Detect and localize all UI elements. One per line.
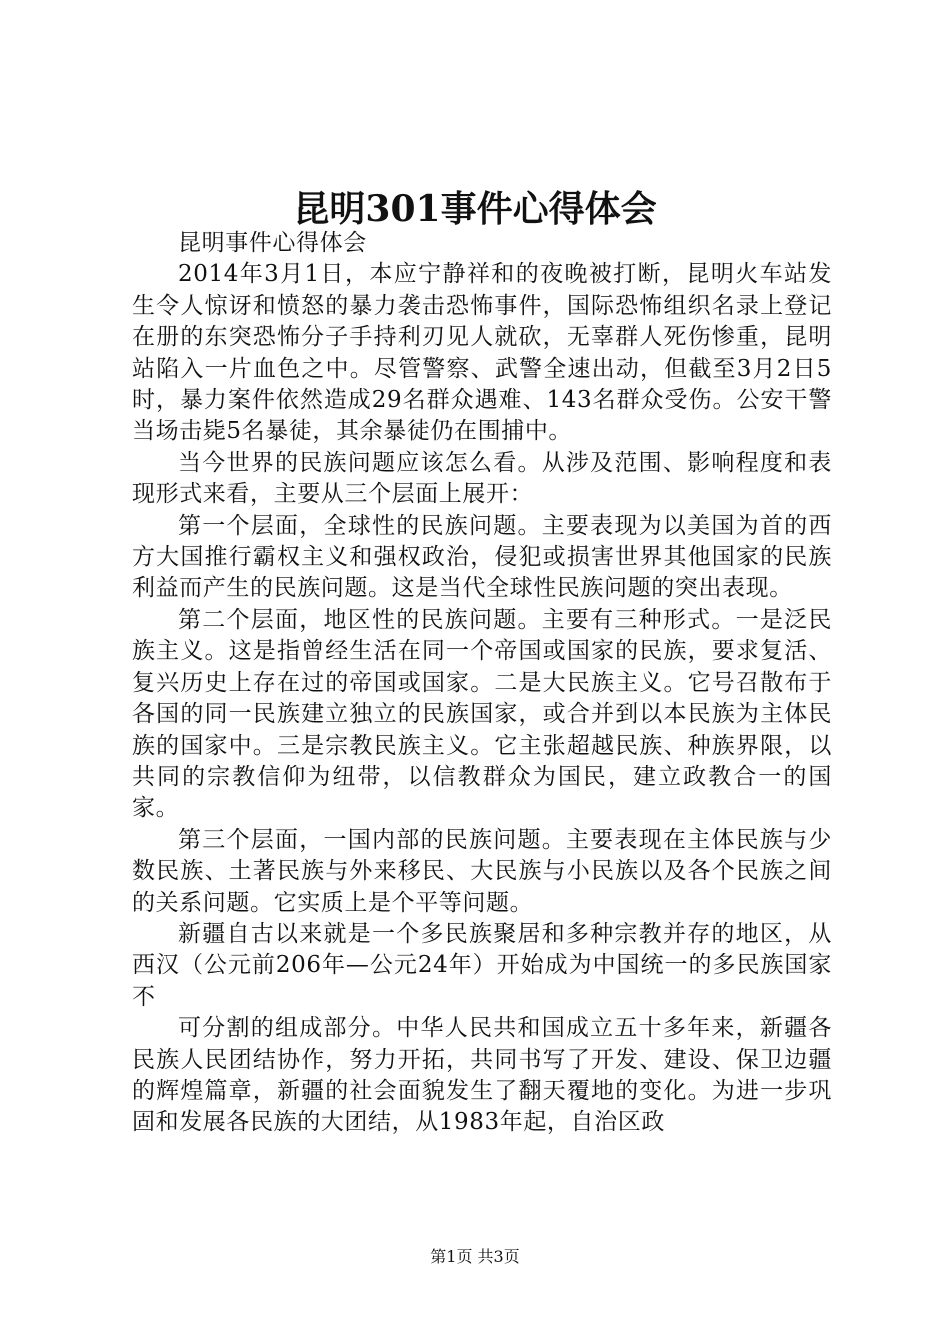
- paragraph-ethnic-question: 当今世界的民族问题应该怎么看。从涉及范围、影响程度和表现形式来看，主要从三个层面上展开：: [132, 449, 832, 508]
- paragraph-level-three: 第三个层面，一国内部的民族问题。主要表现在主体民族与少数民族、土著民族与外来移民、大民族与小民族以及各个民族之间的关系问题。它实质上是个平等问题。: [132, 826, 832, 916]
- paragraph-xinjiang-history: 新疆自古以来就是一个多民族聚居和多种宗教并存的地区，从西汉（公元前206年—公元24年）开始成为中国统一的多民族国家不: [132, 920, 832, 1010]
- paragraph-level-one: 第一个层面，全球性的民族问题。主要表现为以美国为首的西方大国推行霸权主义和强权政治，侵犯或损害世界其他国家的民族利益而产生的民族问题。这是当代全球性民族问题的突出表现。: [132, 512, 832, 602]
- paragraph-event-summary: 2014年3月1日，本应宁静祥和的夜晚被打断，昆明火车站发生令人惊讶和愤怒的暴力袭击恐怖事件，国际恐怖组织名录上登记在册的东突恐怖分子手持利刃见人就砍，无辜群人死伤惨重，昆明站陷入一片血色之中。尽管警察、武警全速出动，但截至3月2日5时，暴力案件依然造成29名群众遇难、143名群众受伤。公安干警当场击毙5名暴徒，其余暴徒仍在围捕中。: [132, 261, 832, 445]
- paragraph-xinjiang-development: 可分割的组成部分。中华人民共和国成立五十多年来，新疆各民族人民团结协作，努力开拓，共同书写了开发、建设、保卫边疆的辉煌篇章，新疆的社会面貌发生了翻天覆地的变化。为进一步巩固和发展各民族的大团结，从1983年起，自治区政: [132, 1015, 832, 1136]
- document-body: [132, 228, 832, 1139]
- page-number-footer: 第1页 共3页: [430, 1247, 520, 1266]
- paragraph-level-two: 第二个层面，地区性的民族问题。主要有三种形式。一是泛民族主义。这是指曾经生活在同一个帝国或国家的民族，要求复活、复兴历史上存在过的帝国或国家。二是大民族主义。它号召散布于各国的同一民族建立独立的民族国家，或合并到以本民族为主体民族的国家中。三是宗教民族主义。它主张超越民族、种族界限，以共同的宗教信仰为纽带，以信教群众为国民，建立政教合一的国家。: [132, 606, 832, 822]
- paragraph-subtitle: 昆明事件心得体会: [178, 230, 367, 256]
- document-title: 昆明301事件心得体会: [293, 188, 657, 230]
